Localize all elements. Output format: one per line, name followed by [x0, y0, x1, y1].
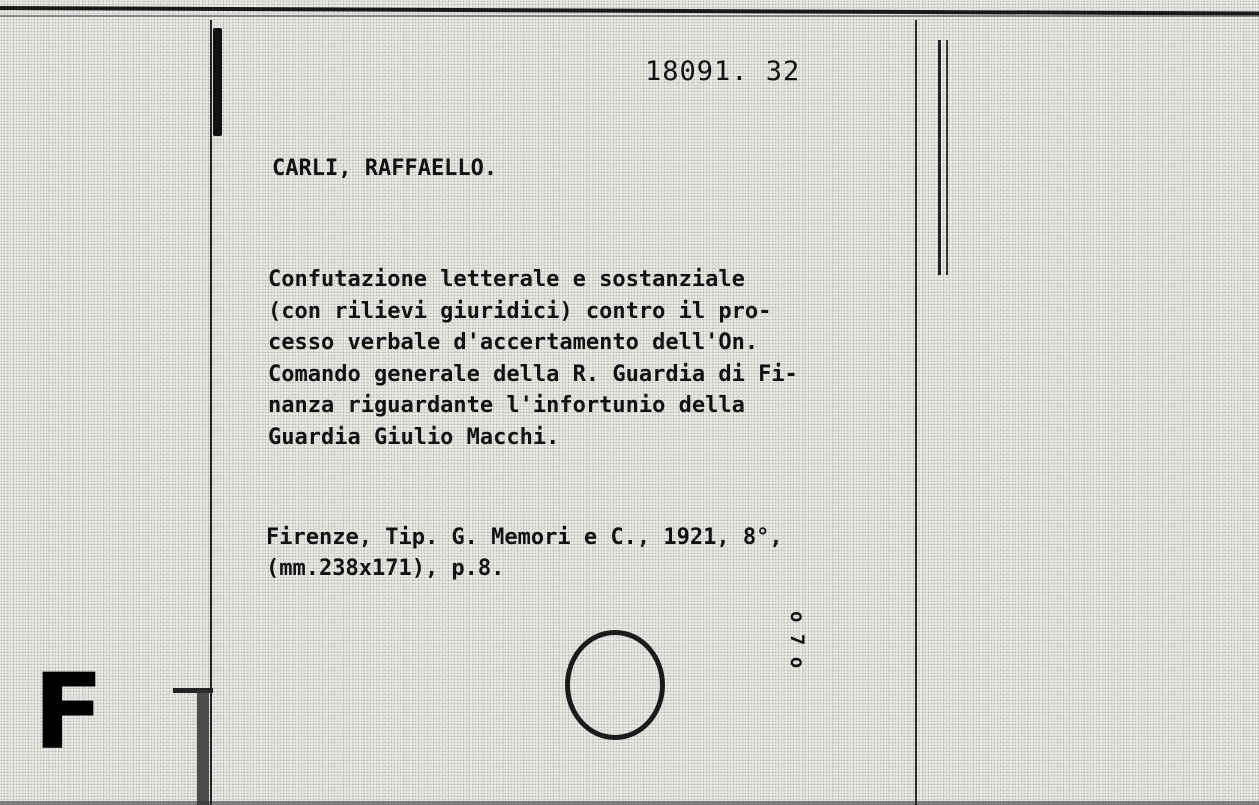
title-line: Guardia Giulio Macchi. — [268, 424, 560, 450]
punch-hole — [565, 630, 665, 740]
title-block — [268, 264, 918, 453]
imprint-line: (mm.238x171), p.8. — [266, 556, 505, 581]
right-edge-line — [938, 40, 941, 275]
title-line: (con rilievi giuridici) contro il pro- — [268, 298, 772, 324]
imprint-block — [266, 522, 916, 584]
author-heading: CARLI, RAFFAELLO. — [272, 156, 498, 181]
top-border-line-secondary — [0, 15, 1259, 17]
shelf-letter: F — [33, 651, 105, 773]
title-line: nanza riguardante l'infortunio della — [268, 393, 745, 418]
right-edge-line-secondary — [946, 40, 948, 275]
title-line: Comando generale della R. Guardia di Fi- — [268, 361, 798, 387]
side-number: o 7 o — [786, 611, 808, 669]
bottom-left-bracket-vertical — [197, 690, 209, 805]
call-number: 18091. 32 — [645, 56, 801, 87]
imprint-line: Firenze, Tip. G. Memori e C., 1921, 8°, — [266, 525, 783, 550]
card-edge-mark — [213, 28, 222, 136]
title-line: cesso verbale d'accertamento dell'On. — [268, 330, 759, 355]
title-line: Confutazione letterale e sostanziale — [268, 267, 745, 292]
